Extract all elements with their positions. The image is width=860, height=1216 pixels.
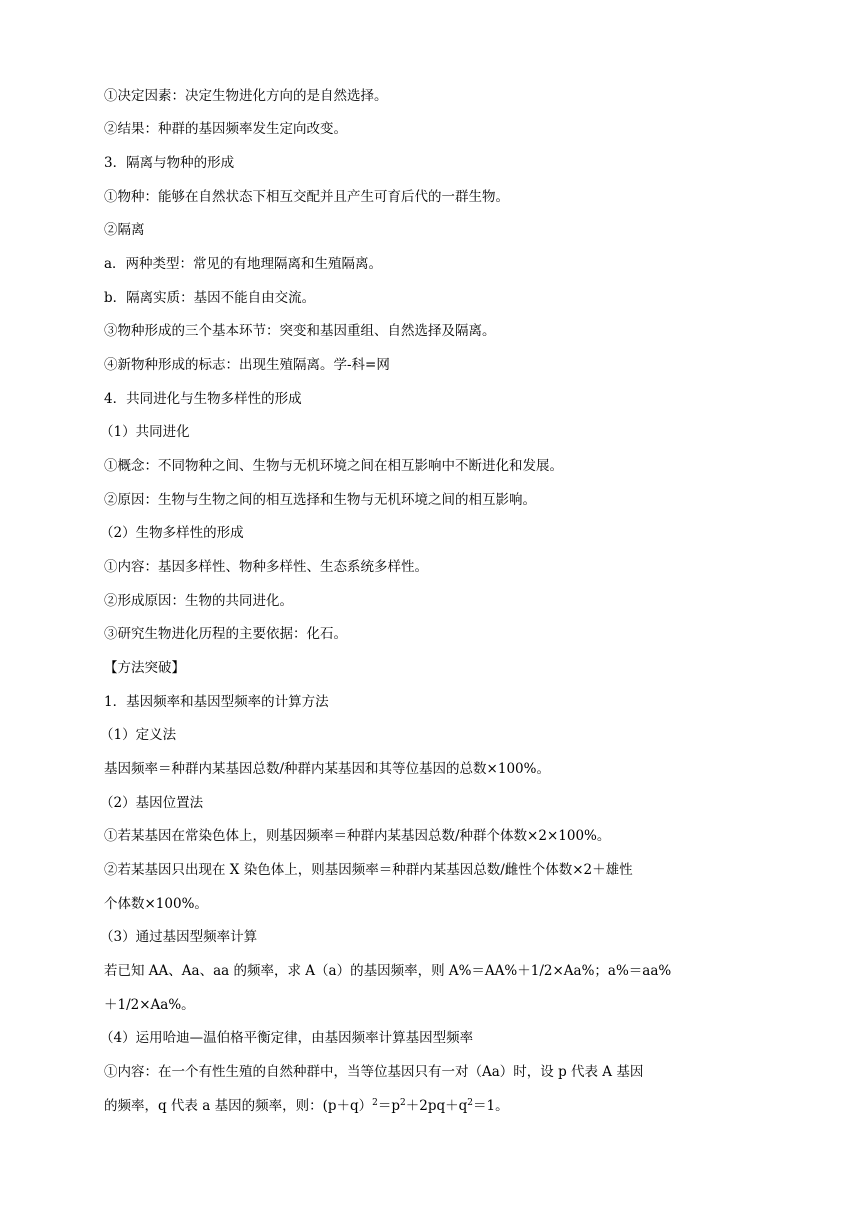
subsection-heading: （3）通过基因型频率计算: [100, 929, 258, 945]
text-line: 基因频率＝种群内某基因总数/种群内某基因和其等位基因的总数×100%。: [104, 761, 550, 777]
text-line: ①若某基因在常染色体上，则基因频率＝种群内某基因总数/种群个体数×2×100%。: [104, 828, 611, 844]
text-line: ①概念：不同物种之间、生物与无机环境之间在相互影响中不断进化和发展。: [104, 458, 563, 474]
section-heading: 3．隔离与物种的形成: [104, 155, 235, 171]
subsection-heading: （1）定义法: [100, 727, 177, 743]
text-line: b．隔离实质：基因不能自由交流。: [104, 290, 316, 306]
section-heading: 4．共同进化与生物多样性的形成: [104, 391, 302, 407]
superscript: 2: [400, 1098, 406, 1108]
text-line: ②若某基因只出现在 X 染色体上，则基因频率＝种群内某基因总数/雌性个体数×2＋雄性: [104, 862, 633, 878]
text-line: ②原因：生物与生物之间的相互选择和生物与无机环境之间的相互影响。: [104, 492, 536, 508]
subsection-heading: （2）生物多样性的形成: [100, 525, 244, 541]
subsection-heading: （2）基因位置法: [100, 795, 204, 811]
text-line: ②隔离: [104, 222, 145, 238]
text-line: ①内容：在一个有性生殖的自然种群中，当等位基因只有一对（Aa）时，设 p 代表 A 基因: [104, 1064, 644, 1080]
text-line: ③研究生物进化历程的主要依据：化石。: [104, 626, 347, 642]
superscript: 2: [372, 1098, 378, 1108]
subsection-heading: （1）共同进化: [100, 424, 190, 440]
section-heading: 【方法突破】: [104, 660, 185, 676]
text-line: ③物种形成的三个基本环节：突变和基因重组、自然选择及隔离。: [104, 323, 496, 339]
text-line: ④新物种形成的标志：出现生殖隔离。学-科=网: [104, 357, 390, 373]
formula-text: ＝1。: [473, 1098, 509, 1114]
text-line: ①物种：能够在自然状态下相互交配并且产生可育后代的一群生物。: [104, 189, 509, 205]
text-line: ＋1/2×Aa%。: [104, 997, 195, 1013]
formula-text: 的频率，q 代表 a 基因的频率，则：(p＋q）: [104, 1098, 373, 1114]
text-line: ②结果：种群的基因频率发生定向改变。: [104, 121, 347, 137]
formula-line: [104, 1096, 509, 1116]
text-line: 个体数×100%。: [104, 896, 208, 912]
superscript: 2: [467, 1098, 473, 1108]
formula-text: ＋2pq＋q: [405, 1098, 468, 1114]
text-line: ②形成原因：生物的共同进化。: [104, 593, 293, 609]
text-line: ①决定因素：决定生物进化方向的是自然选择。: [104, 88, 388, 104]
subsection-heading: （4）运用哈迪—温伯格平衡定律，由基因频率计算基因型频率: [100, 1030, 474, 1046]
text-line: 若已知 AA、Aa、aa 的频率，求 A（a）的基因频率，则 A%＝AA%＋1/2×Aa%；a%＝aa%: [104, 963, 672, 979]
text-line: a．两种类型：常见的有地理隔离和生殖隔离。: [104, 256, 383, 272]
text-line: ①内容：基因多样性、物种多样性、生态系统多样性。: [104, 559, 428, 575]
formula-text: ＝p: [377, 1098, 401, 1114]
section-heading: 1．基因频率和基因型频率的计算方法: [104, 694, 329, 710]
